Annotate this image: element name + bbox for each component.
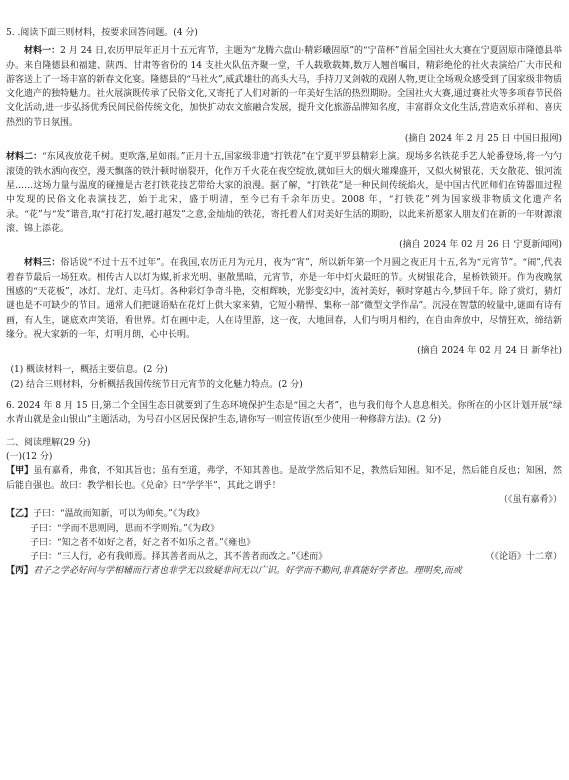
passage-yi-line-2: 子曰：“学而不思则罔，思而不学则殆。”《为政》 bbox=[30, 523, 220, 534]
material-3-source: (摘自 2024 年 02 月 24 日 新华社) bbox=[417, 346, 562, 357]
material-3-text: 俗话说“不过十五不过年”。在我国,农历正月为元月，夜为“宵”，所以新年第一个月圆之夜正月十五,名为“元宵节”。“闹”,代表着春节最后一场狂欢。相传古人以灯为媒,祈求光明、驱散黑暗，元宵节，亦是一年中灯火最旺的节。火树银花合，星桥铁锁开。作为夜晚氛围感的“天花板”，冰灯、龙灯、走马灯。各种彩灯争奇斗艳，交相辉映，光影变幻中，流衬美好，顿时穿越古今,梦回千年。除了赏灯，猜灯谜也是不可缺少的节目。通常人们把谜语贴在花灯上供大家来猜，它短小精悍、集称一部“微型文学作品”。沉浸在智慧的较量中,谜面有诗有画，有人生，谜底欢声笑语，看世界。灯在画中走，人在诗里游，这一夜，大地回春，人们与明月相约，在自由奔放中，尽情狂欢，缔结新缘分。祝大家新的一年，灯明月朗，心中长明。 bbox=[6, 258, 562, 340]
passage-yi-line-1: 子曰：“温故而知新，可以为师矣。”《为政》 bbox=[33, 509, 205, 520]
material-2-text: “东风夜放花千树。更吹落,星如雨。”正月十五,国家级非遗“打铁花”在宁夏平罗县精彩上演。现场多名铁花手艺人轮番登场,将一勺勺滚烫的铁水洒向夜空，漫天飘落的铁汁顿时崩裂开，化作万千火花在夜空绽放,就如巨大的烟火璀璨盛开，又似火树银花、天女散花、银河流星……这场力量与温度的碰撞是古老打铁花技艺带给大家的浪漫。据了解，“打铁花”是一种民间传统焰火，是中国古代匠师们在铸器皿过程中发现的民俗文化表演技艺，始于北宋，盛于明清，至今已有千余年历史。2008 年，“打铁花”列为国家级非物质文化遗产名录。“花”与“发”谐音,取“打花打发,越打越发”之意,金灿灿的铁花，寄托着人们对美好生活的期盼，以此来祈愿家人朋友们在新的一年财源滚滚、锦上添花。 bbox=[6, 152, 562, 234]
exam-page bbox=[6, 26, 562, 579]
reading-section bbox=[6, 436, 562, 579]
material-2 bbox=[6, 150, 562, 236]
section-part: (一)(12 分) bbox=[6, 452, 53, 463]
passage-bing bbox=[6, 564, 562, 578]
question-6: 6. 2024 年 8 月 15 日,第二个全国生态日就要到了生态环境保护生态是“国之大者”，也与我们每个人息息相关。你所在的小区计划开展“绿水青山就是金山银山”主题活动，为号召小区居民保护生态,请你写一则宣传语(至少使用一种修辞方法)。(2 分) bbox=[6, 401, 562, 426]
passage-yi-title: （《论语》十二章） bbox=[485, 552, 562, 563]
material-2-label: 材料二： bbox=[6, 152, 43, 163]
passage-jia bbox=[6, 464, 562, 493]
passage-yi bbox=[6, 507, 562, 564]
question-5-heading: 5. .阅读下面三则材料，按要求回答问题。(4 分) bbox=[6, 28, 198, 38]
question-5-sub-1: (1) 概读材料一，概括主要信息。(2 分) bbox=[10, 364, 168, 375]
passage-jia-title: （《虽有嘉肴》） bbox=[498, 494, 562, 505]
passage-bing-label: 【丙】 bbox=[6, 566, 34, 577]
passage-yi-line-3: 子曰：“知之者不如好之者，好之者不如乐之者。”《雍也》 bbox=[30, 537, 256, 548]
material-1-label: 材料一： bbox=[24, 46, 61, 57]
material-2-source: (摘自 2024 年 02 月 26 日 宁夏新闻网) bbox=[399, 240, 562, 251]
material-1-source: (摘自 2024 年 2 月 25 日 中国日报网) bbox=[404, 134, 562, 145]
passage-yi-label: 【乙】 bbox=[6, 509, 34, 520]
section-heading: 二、阅读理解(29 分) bbox=[6, 437, 91, 448]
passage-bing-text: 君子之学必好问与学相辅而行者也非学无以致疑非问无以广识。好学而不勤问,非真能好学者也。理明矣,而或 bbox=[33, 566, 462, 577]
passage-jia-text: 虽有嘉肴，弗食，不知其旨也；虽有至道，弗学，不知其善也。是故学然后知不足，教然后知困。知不足，然后能自反也；知困，然后能自强也。故曰：教学相长也。《兑命》曰“学学半”，其此之谓乎！ bbox=[6, 466, 562, 491]
material-3 bbox=[6, 256, 562, 342]
question-5-sub-2: (2) 结合三则材料，分析概括我国传统节日元宵节的文化魅力特点。(2 分) bbox=[10, 379, 303, 390]
passage-jia-label: 【甲】 bbox=[6, 466, 34, 477]
material-1-text: 2 月 24 日,农历甲辰年正月十五元宵节，主题为“龙腾六盘山·精彩曦固原”的“宁苗杯”首届全国社火大赛在宁夏固原市隆德县举办。来自隆德县和福建、陕西、甘肃等省份的 14 支社火队伍齐聚一堂，千人载歌载舞,数万人翘首嘱目，精彩绝伦的社火表演给广大市民和游客送上了一场丰富的新春文化宴。隆德县的“马社火”,威武雄壮的高头大马，手持刀叉剑戟的戏剧人物,更让全场观众感受到了国家级非物质文化遗产的独特魅力。社火展演既传承了民俗文化,又寄托了人们对新的一年美好生活的热烈期盼。全国社火大赛,通过赛社火等多项春节民俗文化活动,进一步弘扬优秀民间民俗传统文化，加快扩动农文旅融合发展，提升文化旅游品牌知名度，丰富群众文化生活,营造欢乐祥和、喜庆热烈的节日氛围。 bbox=[6, 46, 562, 128]
material-1 bbox=[6, 44, 562, 130]
material-3-label: 材料三： bbox=[24, 258, 61, 269]
passage-yi-line-4: 子曰：“三人行，必有我师焉。择其善者而从之，其不善者而改之。”《述而》 bbox=[30, 552, 328, 563]
